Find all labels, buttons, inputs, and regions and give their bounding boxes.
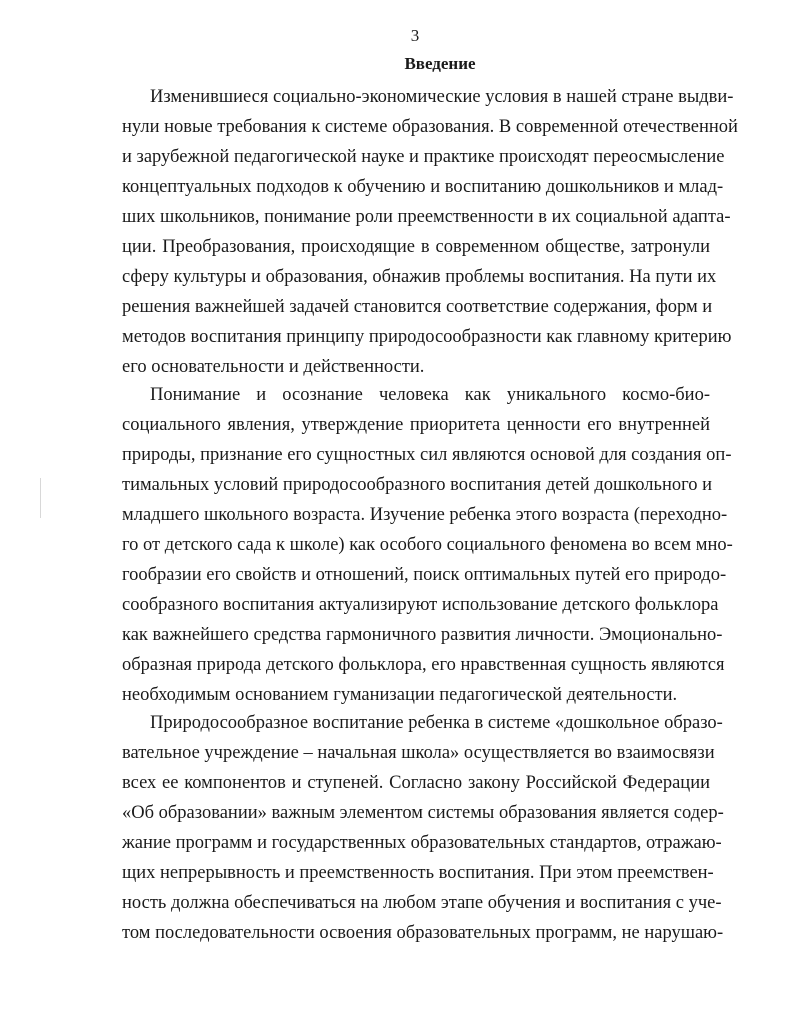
paragraph-line: ность должна обеспечиваться на любом этапе обучения и воспитания с уче- bbox=[122, 893, 722, 913]
paragraph-line: всех ее компонентов и ступеней. Согласно закону Российской Федерации bbox=[122, 773, 710, 793]
paragraph-line: природы, признание его сущностных сил являются основой для создания оп- bbox=[122, 445, 732, 465]
paragraph-line: щих непрерывность и преемственность воспитания. При этом преемствен- bbox=[122, 863, 714, 883]
paragraph-line: го от детского сада к школе) как особого социального феномена во всем мно- bbox=[122, 535, 733, 555]
paragraph-line: тимальных условий природосообразного воспитания детей дошкольного и bbox=[122, 475, 713, 495]
paragraph-line: социального явления, утверждение приоритета ценности его внутренней bbox=[122, 415, 710, 435]
paragraph-line: том последовательности освоения образовательных программ, не нарушаю- bbox=[122, 923, 724, 943]
paragraph-line: методов воспитания принципу природосообразности как главному критерию bbox=[122, 327, 732, 347]
paragraph-line: его основательности и действенности. bbox=[122, 357, 425, 377]
paragraph-line: сферу культуры и образования, обнажив проблемы воспитания. На пути их bbox=[122, 267, 717, 287]
paragraph-line: гообразии его свойств и отношений, поиск оптимальных путей его природо- bbox=[122, 565, 727, 585]
paragraph-line: ших школьников, понимание роли преемственности в их социальной адапта- bbox=[122, 207, 731, 227]
paragraph-line: ции. Преобразования, происходящие в современном обществе, затронули bbox=[122, 237, 710, 257]
paragraph-line: нули новые требования к системе образования. В современной отечественной bbox=[122, 117, 738, 137]
paragraph-line: образная природа детского фольклора, его нравственная сущность являются bbox=[122, 655, 725, 675]
page-number: 3 bbox=[410, 26, 420, 45]
paragraph-line: решения важнейшей задачей становится соответствие содержания, форм и bbox=[122, 297, 713, 317]
paragraph-line: младшего школьного возраста. Изучение ребенка этого возраста (переходно- bbox=[122, 505, 728, 525]
paragraph-line: и зарубежной педагогической науке и практике происходят переосмысление bbox=[122, 147, 725, 167]
paragraph-line: «Об образовании» важным элементом системы образования является содер- bbox=[122, 803, 724, 823]
paragraph-line: концептуальных подходов к обучению и воспитанию дошкольников и млад- bbox=[122, 177, 724, 197]
paragraph-line: жание программ и государственных образовательных стандартов, отражаю- bbox=[122, 833, 722, 853]
scan-margin-mark bbox=[40, 478, 41, 518]
paragraph-line: Понимание и осознание человека как уникального космо-био- bbox=[150, 385, 710, 405]
paragraph-line: Природосообразное воспитание ребенка в системе «дошкольное образо- bbox=[150, 713, 723, 733]
paragraph-line: сообразного воспитания актуализируют использование детского фольклора bbox=[122, 595, 719, 615]
paragraph-line: необходимым основанием гуманизации педагогической деятельности. bbox=[122, 685, 678, 705]
paragraph-line: Изменившиеся социально-экономические условия в нашей стране выдви- bbox=[150, 87, 734, 107]
paragraph-line: вательное учреждение – начальная школа» осуществляется во взаимосвязи bbox=[122, 743, 715, 763]
section-heading: Введение bbox=[404, 54, 476, 73]
paragraph-line: как важнейшего средства гармоничного развития личности. Эмоционально- bbox=[122, 625, 723, 645]
